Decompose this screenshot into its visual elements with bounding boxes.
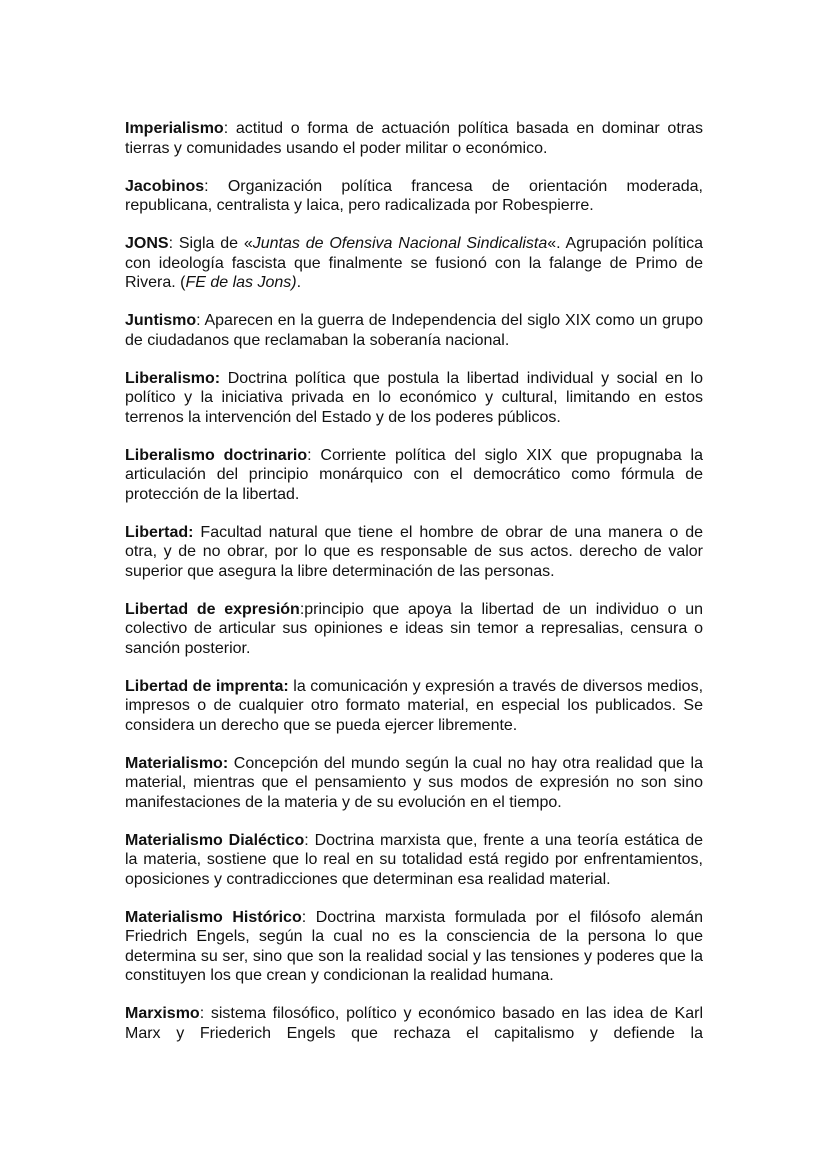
entry-term: Materialismo Histórico xyxy=(125,908,302,926)
entry-definition: «. Agrupación política con ideología fascista que finalmente se fusionó con la falange de Primo de Rivera. ( xyxy=(125,235,704,291)
entry-definition: :principio que apoya la libertad de un individuo o un colectivo de articular sus opiniones e ideas sin temor a represalias, censura o sanción posterior. xyxy=(125,600,704,657)
entry-italic: FE de las Jons) xyxy=(185,274,297,291)
entry-definition: : actitud o forma de actuación política basada en dominar otras tierras y comunidades usando el poder militar o económico. xyxy=(125,120,703,157)
glossary-entry-materialismo-dialectico xyxy=(125,831,703,890)
glossary-entry-juntismo xyxy=(125,311,703,350)
entry-term: Liberalismo: xyxy=(125,369,221,387)
glossary-entry-libertad-expresion xyxy=(125,600,703,659)
glossary-entry-marxismo xyxy=(125,1004,703,1043)
entry-term: Imperialismo xyxy=(125,120,224,137)
glossary-entry-jacobinos xyxy=(125,177,703,216)
entry-term: Materialismo Dialéctico xyxy=(125,831,305,849)
glossary-entry-materialismo-historico xyxy=(125,908,703,986)
entry-term: Libertad de imprenta: xyxy=(125,677,289,695)
entry-definition: . xyxy=(296,274,302,291)
entry-definition: Doctrina política que postula la libertad individual y social en lo político y la iniciativa privada en lo económico y cultural, limitando en estos terrenos la intervención del Estado y de los poderes públicos. xyxy=(125,369,703,426)
entry-definition: : Aparecen en la guerra de Independencia del siglo XIX como un grupo de ciudadanos que reclamaban la soberanía nacional. xyxy=(125,312,703,349)
entry-term: Juntismo xyxy=(125,312,197,329)
entry-term: Libertad: xyxy=(125,523,194,541)
entry-italic: Juntas de Ofensiva Nacional Sindicalista xyxy=(252,235,548,252)
entry-term: Jacobinos xyxy=(125,177,205,195)
entry-term: Liberalismo doctrinario xyxy=(125,446,308,464)
entry-definition: : Corriente política del siglo XIX que propugnaba la articulación del principio monárquico con el democrático como fórmula de protección de la libertad. xyxy=(125,446,703,503)
glossary-entry-libertad xyxy=(125,523,703,582)
glossary-entry-jons xyxy=(125,234,703,293)
glossary-entry-liberalismo xyxy=(125,369,703,428)
entry-definition: : Organización política francesa de orientación moderada, republicana, centralista y laica, pero radicalizada por Robespierre. xyxy=(125,177,703,214)
entry-term: Materialismo: xyxy=(125,754,229,772)
entry-definition: : Sigla de « xyxy=(168,235,253,252)
glossary-entry-materialismo xyxy=(125,754,703,813)
entry-term: JONS xyxy=(125,235,169,252)
entry-term: Marxismo xyxy=(125,1005,200,1022)
entry-definition: Facultad natural que tiene el hombre de obrar de una manera o de otra, y de no obrar, por lo que es responsable de sus actos. derecho de valor superior que asegura la libre determinación de las personas. xyxy=(125,523,703,580)
entry-term: Libertad de expresión xyxy=(125,600,300,618)
glossary-entry-libertad-imprenta xyxy=(125,677,703,736)
glossary-entry-liberalismo-doctrinario xyxy=(125,446,703,505)
glossary-entry-imperialismo xyxy=(125,119,703,158)
entry-definition: : sistema filosófico, político y económico basado en las idea de Karl Marx y Friederich Engels que rechaza el capitalismo y defiende la xyxy=(125,1005,703,1042)
entry-definition: : Doctrina marxista que, frente a una teoría estática de la materia, sostiene que lo real en su totalidad está regido por enfrentamientos, oposiciones y contradicciones que determinan esa realidad material. xyxy=(125,831,704,888)
entry-definition: : Doctrina marxista formulada por el filósofo alemán Friedrich Engels, según la cual no es la consciencia de la persona lo que determina su ser, sino que son la realidad social y las tensiones y poderes que la constituyen los que crean y condicionan la realidad humana. xyxy=(125,908,703,984)
entry-definition: Concepción del mundo según la cual no hay otra realidad que la material, mientras que el pensamiento y sus modos de expresión no son sino manifestaciones de la materia y de su evolución en el tiempo. xyxy=(125,754,703,811)
document-page xyxy=(125,119,703,1062)
entry-definition: la comunicación y expresión a través de diversos medios, impresos o de cualquier otro formato material, en especial los publicados. Se considera un derecho que se pueda ejercer libremente. xyxy=(125,677,704,734)
